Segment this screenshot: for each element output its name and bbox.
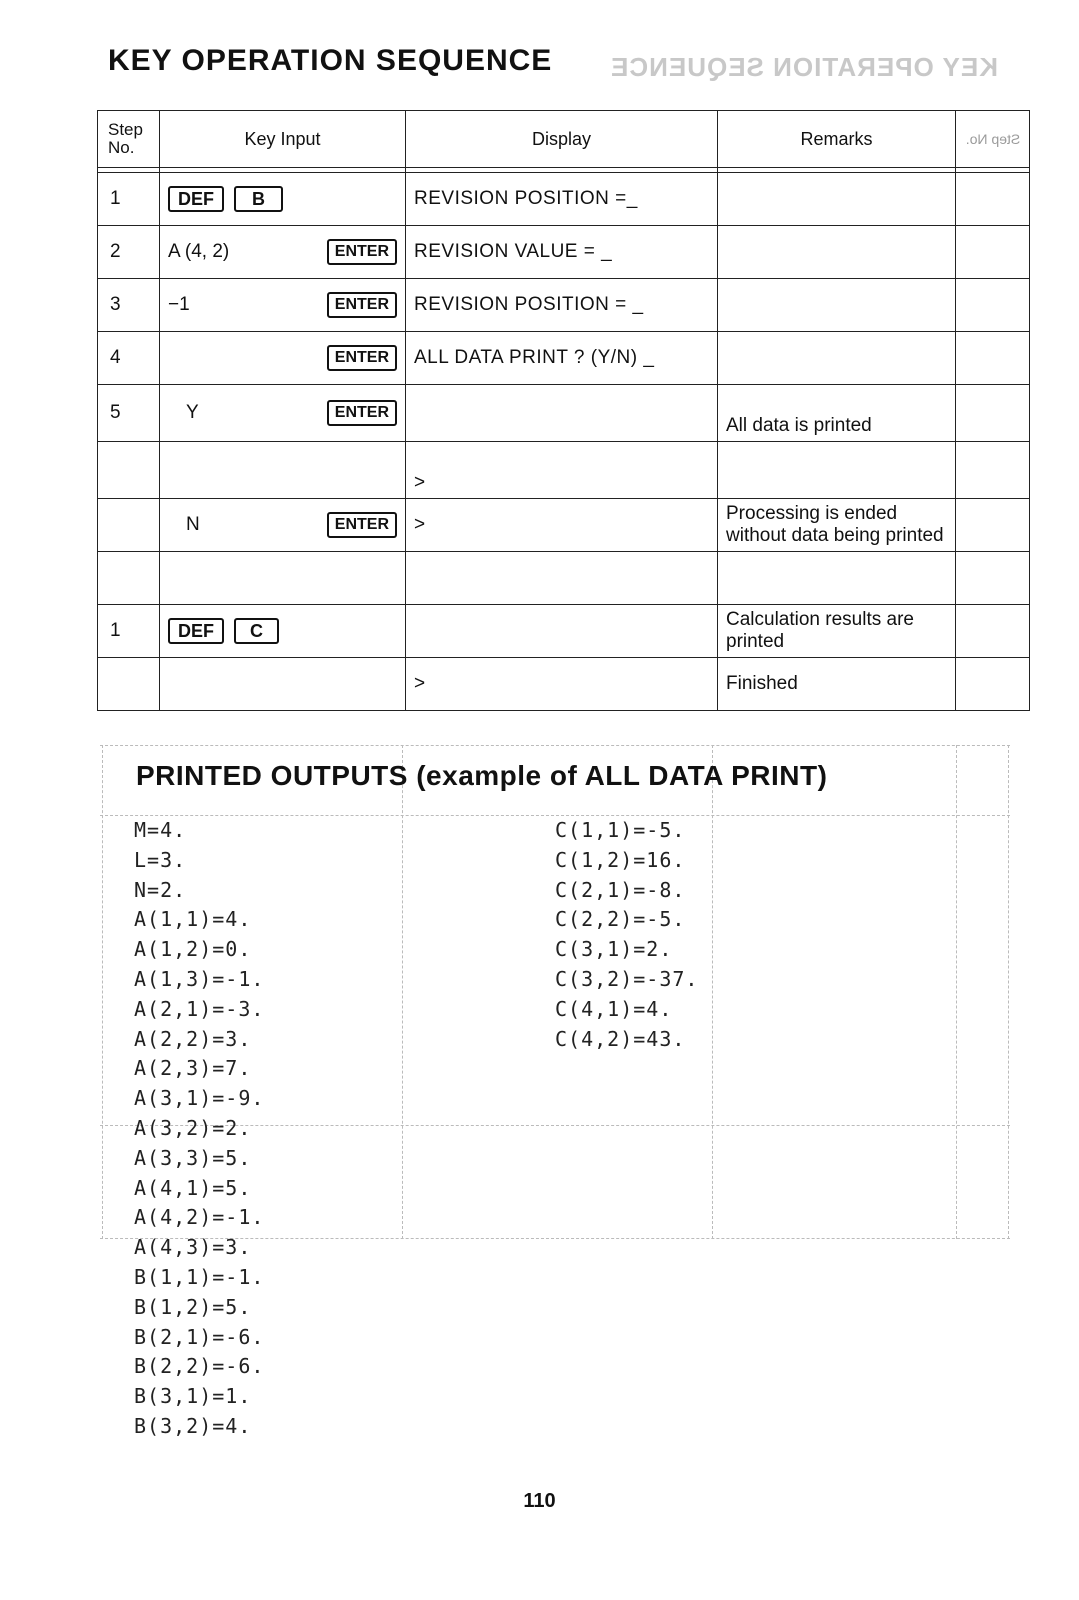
printed-output-left-column bbox=[134, 816, 264, 1442]
output-line: C(3,2)=-37. bbox=[555, 966, 699, 991]
remarks-cell: All data is printed bbox=[718, 385, 956, 442]
step-number: 1 bbox=[98, 173, 160, 226]
key-input-cell bbox=[160, 173, 406, 226]
key-input-cell bbox=[160, 442, 406, 499]
key-input-cell bbox=[160, 605, 406, 658]
mirror-step-cell bbox=[956, 658, 1030, 711]
output-line: A(2,1)=-3. bbox=[134, 996, 265, 1021]
page-title: KEY OPERATION SEQUENCE bbox=[108, 44, 553, 77]
bleed-through-line bbox=[712, 745, 713, 1239]
output-line: C(4,2)=43. bbox=[555, 1026, 686, 1051]
output-line: B(3,1)=1. bbox=[134, 1384, 252, 1409]
def-key[interactable]: DEF bbox=[168, 618, 224, 644]
output-line: A(1,2)=0. bbox=[134, 937, 252, 962]
display-cell: > bbox=[406, 658, 718, 711]
remarks-cell bbox=[718, 226, 956, 279]
display-cell bbox=[406, 605, 718, 658]
table-row bbox=[98, 173, 1030, 226]
display-cell: > bbox=[406, 499, 718, 552]
mirror-step-cell bbox=[956, 279, 1030, 332]
display-cell: REVISION POSITION =_ bbox=[406, 173, 718, 226]
mirror-step-cell bbox=[956, 552, 1030, 605]
header-display: Display bbox=[406, 111, 718, 168]
bleed-through-line bbox=[102, 745, 103, 1239]
output-line: C(1,2)=16. bbox=[555, 847, 686, 872]
key-text: A (4, 2) bbox=[168, 241, 230, 262]
output-line: A(3,3)=5. bbox=[134, 1145, 252, 1170]
output-line: A(4,1)=5. bbox=[134, 1175, 252, 1200]
b-key[interactable]: B bbox=[234, 186, 283, 212]
table-row bbox=[98, 226, 1030, 279]
key-input-cell bbox=[160, 332, 406, 385]
step-number: 1 bbox=[98, 605, 160, 658]
header-step-no: Step No. bbox=[98, 111, 160, 168]
output-line: C(2,2)=-5. bbox=[555, 907, 686, 932]
mirror-step-cell bbox=[956, 605, 1030, 658]
key-input-cell bbox=[160, 552, 406, 605]
table-row bbox=[98, 605, 1030, 658]
remarks-cell bbox=[718, 552, 956, 605]
remarks-cell bbox=[718, 279, 956, 332]
enter-key[interactable]: ENTER bbox=[327, 292, 397, 318]
output-line: A(4,2)=-1. bbox=[134, 1205, 265, 1230]
header-key-input: Key Input bbox=[160, 111, 406, 168]
output-line: B(2,1)=-6. bbox=[134, 1324, 265, 1349]
bleed-through-line bbox=[100, 745, 1010, 746]
key-input-cell bbox=[160, 226, 406, 279]
display-cell: ALL DATA PRINT ? (Y/N) _ bbox=[406, 332, 718, 385]
enter-key[interactable]: ENTER bbox=[327, 512, 397, 538]
remarks-cell: Calculation results are printed bbox=[718, 605, 956, 658]
table-row bbox=[98, 279, 1030, 332]
key-operation-table bbox=[97, 110, 1030, 711]
key-text: N bbox=[186, 514, 200, 535]
bleed-through-title: KEY OPERATION SEQUENCE bbox=[610, 52, 998, 82]
printed-outputs-title: PRINTED OUTPUTS (example of ALL DATA PRINT) bbox=[136, 760, 828, 791]
remarks-cell: Finished bbox=[718, 658, 956, 711]
mirror-step-cell bbox=[956, 442, 1030, 499]
output-line: C(3,1)=2. bbox=[555, 937, 673, 962]
table-header-row bbox=[98, 111, 1030, 168]
enter-key[interactable]: ENTER bbox=[327, 239, 397, 265]
step-number bbox=[98, 442, 160, 499]
key-text: Y bbox=[186, 402, 199, 423]
remarks-cell: Processing is ended without data being printed bbox=[718, 499, 956, 552]
def-key[interactable]: DEF bbox=[168, 186, 224, 212]
table-row bbox=[98, 499, 1030, 552]
key-input-cell bbox=[160, 279, 406, 332]
step-number bbox=[98, 552, 160, 605]
display-cell bbox=[406, 552, 718, 605]
output-line: C(2,1)=-8. bbox=[555, 877, 686, 902]
header-step-no-mirror: Step No. bbox=[956, 111, 1030, 168]
output-line: N=2. bbox=[134, 877, 187, 902]
mirror-step-cell bbox=[956, 226, 1030, 279]
mirror-step-cell bbox=[956, 499, 1030, 552]
remarks-cell bbox=[718, 442, 956, 499]
key-input-cell bbox=[160, 499, 406, 552]
bleed-through-line bbox=[1008, 745, 1009, 1239]
output-line: M=4. bbox=[134, 818, 187, 842]
remarks-cell bbox=[718, 173, 956, 226]
mirror-step-cell bbox=[956, 332, 1030, 385]
table-row bbox=[98, 442, 1030, 499]
output-line: B(3,2)=4. bbox=[134, 1413, 252, 1438]
page-number: 110 bbox=[523, 1490, 556, 1512]
remarks-cell bbox=[718, 332, 956, 385]
table-row bbox=[98, 658, 1030, 711]
mirror-step-cell bbox=[956, 173, 1030, 226]
output-line: A(2,3)=7. bbox=[134, 1056, 252, 1081]
enter-key[interactable]: ENTER bbox=[327, 345, 397, 371]
key-input-cell bbox=[160, 658, 406, 711]
step-number: 2 bbox=[98, 226, 160, 279]
step-number: 4 bbox=[98, 332, 160, 385]
step-number: 5 bbox=[98, 385, 160, 442]
enter-key[interactable]: ENTER bbox=[327, 400, 397, 426]
output-line: L=3. bbox=[134, 847, 187, 872]
output-line: A(2,2)=3. bbox=[134, 1026, 252, 1051]
table-row bbox=[98, 552, 1030, 605]
output-line: A(1,3)=-1. bbox=[134, 966, 265, 991]
step-number: 3 bbox=[98, 279, 160, 332]
output-line: A(1,1)=4. bbox=[134, 907, 252, 932]
step-number bbox=[98, 658, 160, 711]
key-input-cell bbox=[160, 385, 406, 442]
output-line: A(3,2)=2. bbox=[134, 1115, 252, 1140]
output-line: C(1,1)=-5. bbox=[555, 818, 686, 842]
display-cell bbox=[406, 385, 718, 442]
output-line: A(4,3)=3. bbox=[134, 1235, 252, 1260]
output-line: A(3,1)=-9. bbox=[134, 1086, 265, 1111]
output-line: B(1,1)=-1. bbox=[134, 1264, 265, 1289]
table-row bbox=[98, 332, 1030, 385]
output-line: C(4,1)=4. bbox=[555, 996, 673, 1021]
printed-output-right-column bbox=[555, 816, 698, 1054]
step-number bbox=[98, 499, 160, 552]
output-line: B(1,2)=5. bbox=[134, 1294, 252, 1319]
bleed-through-line bbox=[402, 745, 403, 1239]
mirror-step-cell bbox=[956, 385, 1030, 442]
bleed-through-line bbox=[956, 745, 957, 1239]
header-remarks: Remarks bbox=[718, 111, 956, 168]
output-line: B(2,2)=-6. bbox=[134, 1354, 265, 1379]
c-key[interactable]: C bbox=[234, 618, 279, 644]
table-row bbox=[98, 385, 1030, 442]
display-cell: REVISION POSITION = _ bbox=[406, 279, 718, 332]
display-cell: REVISION VALUE = _ bbox=[406, 226, 718, 279]
key-text: −1 bbox=[168, 294, 190, 315]
display-cell: > bbox=[406, 442, 718, 499]
